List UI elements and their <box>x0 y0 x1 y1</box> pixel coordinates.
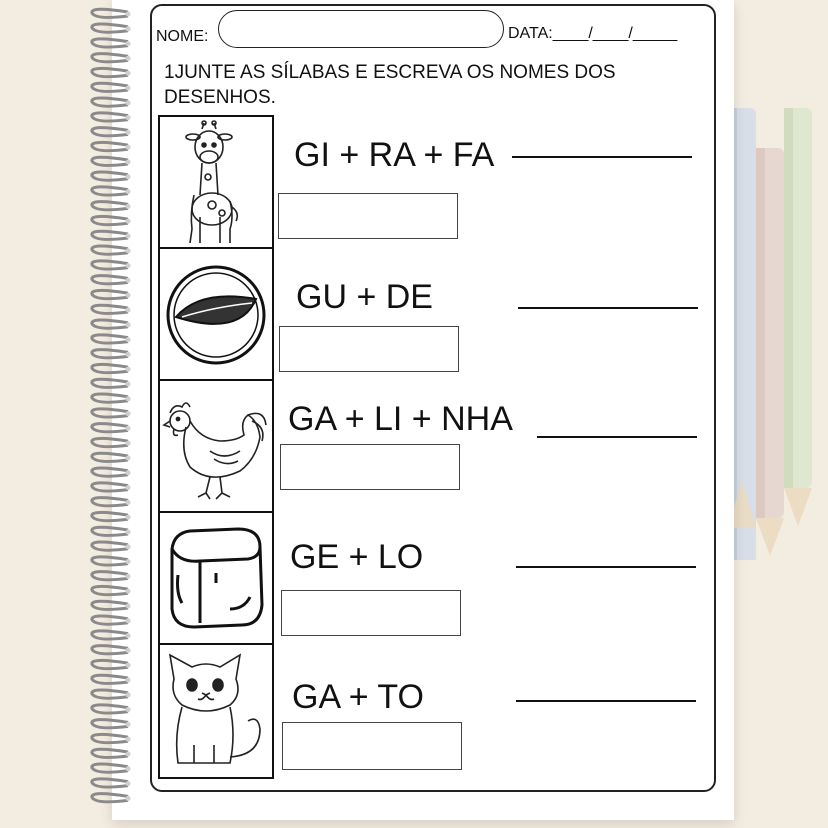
spiral-hole <box>126 130 131 135</box>
spiral-hole <box>126 26 131 31</box>
spiral-hole <box>126 115 131 120</box>
spiral-ring <box>92 601 128 609</box>
spiral-hole <box>126 367 131 372</box>
spiral-hole <box>126 234 131 239</box>
spiral-hole <box>126 426 131 431</box>
answer-box-row-1[interactable] <box>278 193 458 239</box>
spiral-ring <box>92 734 128 742</box>
spiral-ring <box>92 675 128 683</box>
syllables-row-3: GA + LI + NHA <box>288 400 513 438</box>
spiral-ring <box>92 764 128 772</box>
ice-cube-icon <box>160 513 272 645</box>
picture-cell-giraffe <box>158 115 274 251</box>
spiral-hole <box>126 456 131 461</box>
green-pencil <box>784 108 812 526</box>
answer-box-row-5[interactable] <box>282 722 462 770</box>
spiral-hole <box>126 574 131 579</box>
answer-box-row-3[interactable] <box>280 444 460 490</box>
spiral-hole <box>126 308 131 313</box>
syllables-row-2: GU + DE <box>296 278 433 316</box>
syllables-row-5: GA + TO <box>292 678 424 716</box>
answer-line-row-4[interactable] <box>516 566 696 568</box>
spiral-ring <box>92 364 128 372</box>
date-field[interactable]: DATA:____/____/_____ <box>508 25 678 42</box>
answer-line-row-2[interactable] <box>518 307 698 309</box>
spiral-ring <box>92 616 128 624</box>
spiral-ring <box>92 113 128 121</box>
spiral-hole <box>126 633 131 638</box>
spiral-binding <box>84 0 134 810</box>
spiral-hole <box>126 86 131 91</box>
spiral-hole <box>126 485 131 490</box>
spiral-hole <box>126 544 131 549</box>
answer-box-row-4[interactable] <box>281 590 461 636</box>
spiral-hole <box>126 248 131 253</box>
spiral-hole <box>126 396 131 401</box>
spiral-hole <box>126 648 131 653</box>
spiral-hole <box>126 263 131 268</box>
name-label: NOME: <box>156 28 209 45</box>
spiral-hole <box>126 663 131 668</box>
spiral-hole <box>126 559 131 564</box>
answer-line-row-5[interactable] <box>516 700 696 702</box>
spiral-ring <box>92 660 128 668</box>
spiral-hole <box>126 678 131 683</box>
spiral-ring <box>92 83 128 91</box>
spiral-ring <box>92 39 128 47</box>
spiral-ring <box>92 261 128 269</box>
spiral-hole <box>126 781 131 786</box>
spiral-ring <box>92 794 128 802</box>
spiral-ring <box>92 557 128 565</box>
spiral-ring <box>92 290 128 298</box>
spiral-ring <box>92 320 128 328</box>
spiral-ring <box>92 424 128 432</box>
spiral-ring <box>92 749 128 757</box>
answer-box-row-2[interactable] <box>279 326 459 372</box>
spiral-hole <box>126 322 131 327</box>
spiral-hole <box>126 411 131 416</box>
spiral-hole <box>126 71 131 76</box>
spiral-ring <box>92 453 128 461</box>
spiral-ring <box>92 350 128 358</box>
pink-pencil <box>756 148 784 556</box>
spiral-ring <box>92 720 128 728</box>
spiral-ring <box>92 157 128 165</box>
spiral-hole <box>126 382 131 387</box>
spiral-ring <box>92 98 128 106</box>
picture-cell-ice-cube <box>158 511 274 647</box>
spiral-hole <box>126 160 131 165</box>
spiral-ring <box>92 305 128 313</box>
spiral-hole <box>126 12 131 17</box>
spiral-hole <box>126 352 131 357</box>
spiral-ring <box>92 512 128 520</box>
spiral-hole <box>126 204 131 209</box>
spiral-hole <box>126 692 131 697</box>
spiral-ring <box>92 24 128 32</box>
spiral-ring <box>92 54 128 62</box>
spiral-hole <box>126 515 131 520</box>
spiral-ring <box>92 409 128 417</box>
spiral-hole <box>126 500 131 505</box>
spiral-hole <box>126 589 131 594</box>
spiral-ring <box>92 9 128 17</box>
spiral-hole <box>126 145 131 150</box>
picture-cell-marble <box>158 247 274 383</box>
spiral-hole <box>126 470 131 475</box>
spiral-ring <box>92 216 128 224</box>
spiral-ring <box>92 379 128 387</box>
spiral-hole <box>126 219 131 224</box>
spiral-hole <box>126 737 131 742</box>
spiral-hole <box>126 752 131 757</box>
spiral-ring <box>92 335 128 343</box>
name-field[interactable] <box>218 10 504 48</box>
spiral-ring <box>92 779 128 787</box>
marble-icon <box>160 249 272 381</box>
spiral-ring <box>92 483 128 491</box>
answer-line-row-1[interactable] <box>512 156 692 158</box>
spiral-hole <box>126 766 131 771</box>
spiral-ring <box>92 468 128 476</box>
instruction-text: 1JUNTE AS SÍLABAS E ESCREVA OS NOMES DOS DESENHOS. <box>164 62 616 108</box>
spiral-ring <box>92 498 128 506</box>
hen-icon <box>160 381 272 513</box>
spiral-ring <box>92 646 128 654</box>
picture-cell-cat <box>158 643 274 779</box>
answer-line-row-3[interactable] <box>537 436 697 438</box>
spiral-hole <box>126 441 131 446</box>
spiral-ring <box>92 527 128 535</box>
spiral-ring <box>92 187 128 195</box>
spiral-hole <box>126 337 131 342</box>
spiral-ring <box>92 276 128 284</box>
picture-cell-hen <box>158 379 274 515</box>
spiral-hole <box>126 618 131 623</box>
cat-icon <box>160 645 272 777</box>
spiral-ring <box>92 438 128 446</box>
spiral-ring <box>92 68 128 76</box>
spiral-hole <box>126 530 131 535</box>
pencils-decoration <box>720 100 820 560</box>
giraffe-icon <box>160 117 272 249</box>
spiral-ring <box>92 542 128 550</box>
spiral-ring <box>92 705 128 713</box>
spiral-hole <box>126 189 131 194</box>
spiral-ring <box>92 128 128 136</box>
spiral-hole <box>126 604 131 609</box>
spiral-ring <box>92 394 128 402</box>
spiral-hole <box>126 722 131 727</box>
spiral-hole <box>126 278 131 283</box>
spiral-hole <box>126 41 131 46</box>
spiral-hole <box>126 796 131 801</box>
spiral-hole <box>126 100 131 105</box>
spiral-hole <box>126 707 131 712</box>
spiral-ring <box>92 172 128 180</box>
spiral-ring <box>92 572 128 580</box>
spiral-ring <box>92 142 128 150</box>
syllables-row-4: GE + LO <box>290 538 424 576</box>
spiral-hole <box>126 56 131 61</box>
spiral-hole <box>126 174 131 179</box>
spiral-ring <box>92 690 128 698</box>
spiral-ring <box>92 586 128 594</box>
spiral-ring <box>92 202 128 210</box>
spiral-hole <box>126 293 131 298</box>
spiral-ring <box>92 231 128 239</box>
syllables-row-1: GI + RA + FA <box>294 136 495 174</box>
spiral-ring <box>92 631 128 639</box>
spiral-ring <box>92 246 128 254</box>
